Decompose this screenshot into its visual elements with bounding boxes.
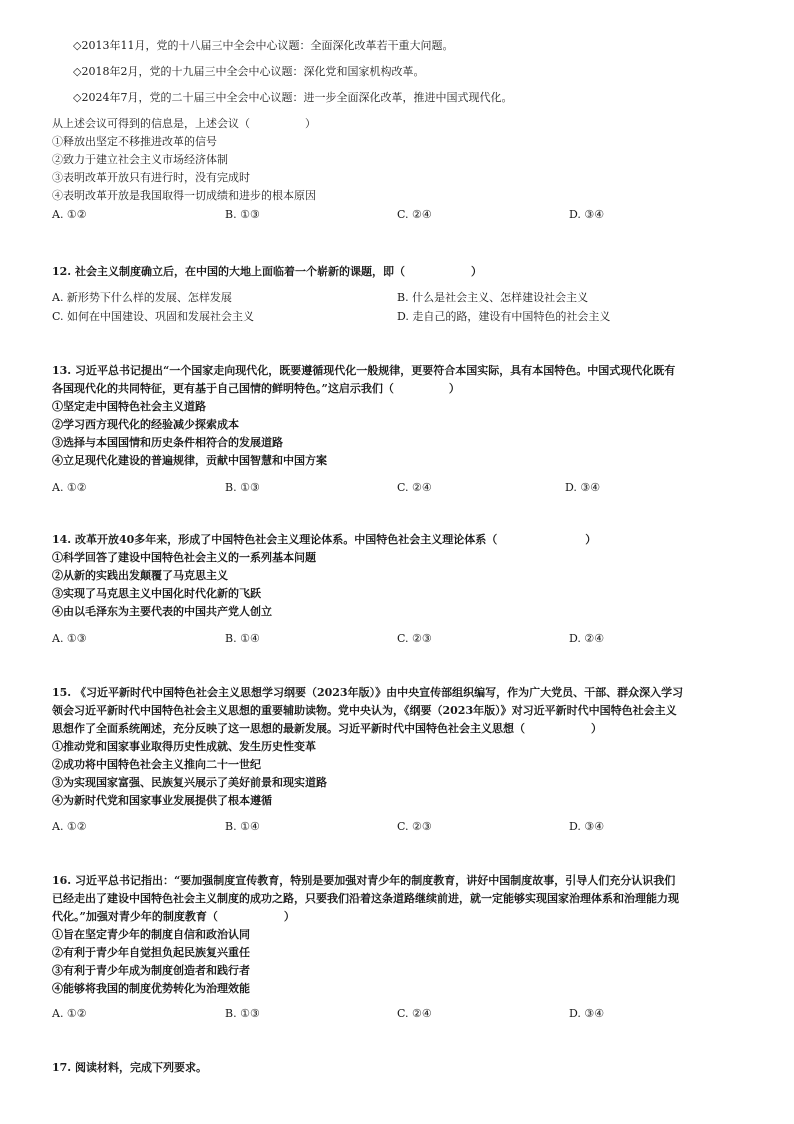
q15-stem-line-3: 思想作了全面系统阐述，充分反映了这一思想的最新发展。习近平新时代中国特色社会主义思想（ ） [52,722,602,735]
q12-option-c: C. 如何在中国建设、巩固和发展社会主义 [52,310,255,323]
q12-option-d: D. 走自己的路，建设有中国特色的社会主义 [397,310,611,323]
q13-statement-4: ④立足现代化建设的普遍规律，贡献中国智慧和中国方案 [52,454,327,467]
intro-bullet-2: ◇2018年2月，党的十九届三中全会中心议题：深化党和国家机构改革。 [73,65,425,78]
q15-statement-2: ②成功将中国特色社会主义推向二十一世纪 [52,758,261,771]
intro-option-c: C. ②④ [397,208,432,221]
q14-statement-4: ④由以毛泽东为主要代表的中国共产党人创立 [52,605,272,618]
q15-option-a: A. ①② [52,820,87,833]
q15-statement-3: ③为实现国家富强、民族复兴展示了美好前景和现实道路 [52,776,327,789]
q14-option-c: C. ②③ [397,632,432,645]
q13-statement-2: ②学习西方现代化的经验减少探索成本 [52,418,239,431]
q16-option-c: C. ②④ [397,1007,432,1020]
q14-option-b: B. ①④ [225,632,260,645]
q15-stem-line-1: 15. 《习近平新时代中国特色社会主义思想学习纲要（2023年版）》由中央宣传部组织编写，作为广大党员、干部、群众深入学习 [52,686,684,699]
q13-option-c: C. ②④ [397,481,432,494]
q16-option-d: D. ③④ [569,1007,605,1020]
q13-option-a: A. ①② [52,481,87,494]
q17-stem: 17. 阅读材料，完成下列要求。 [52,1061,207,1074]
q14-statement-3: ③实现了马克思主义中国化时代化新的飞跃 [52,587,261,600]
q12-option-b: B. 什么是社会主义、怎样建设社会主义 [397,291,589,304]
q16-stem-line-2: 已经走出了建设中国特色社会主义制度的成功之路，只要我们沿着这条道路继续前进，就一定能够实现国家治理体系和治理能力现 [52,892,679,905]
q13-option-d: D. ③④ [565,481,601,494]
q15-option-c: C. ②③ [397,820,432,833]
intro-statement-4: ④表明改革开放是我国取得一切成绩和进步的根本原因 [52,189,316,202]
intro-statement-3: ③表明改革开放只有进行时，没有完成时 [52,171,250,184]
q15-statement-1: ①推动党和国家事业取得历史性成就、发生历史性变革 [52,740,316,753]
q14-statement-2: ②从新的实践出发颠覆了马克思主义 [52,569,228,582]
intro-statement-2: ②致力于建立社会主义市场经济体制 [52,153,228,166]
q16-stem-line-3: 代化。”加强对青少年的制度教育（ ） [52,910,295,923]
q14-option-a: A. ①③ [52,632,87,645]
q14-statement-1: ①科学回答了建设中国特色社会主义的一系列基本问题 [52,551,316,564]
q13-statement-3: ③选择与本国国情和历史条件相符合的发展道路 [52,436,283,449]
q16-statement-1: ①旨在坚定青少年的制度自信和政治认同 [52,928,250,941]
q13-stem-line-1: 13. 习近平总书记提出“一个国家走向现代化，既要遵循现代化一般规律，更要符合本国实际，具有本国特色。中国式现代化既有 [52,364,676,377]
intro-bullet-3: ◇2024年7月，党的二十届三中全会中心议题：进一步全面深化改革，推进中国式现代化。 [73,91,513,104]
q12-option-a: A. 新形势下什么样的发展、怎样发展 [52,291,232,304]
q15-stem-line-2: 领会习近平新时代中国特色社会主义思想的重要辅助读物。党中央认为，《纲要（2023年版）》对习近平新时代中国特色社会主义 [52,704,677,717]
q13-stem-line-2: 各国现代化的共同特征，更有基于自己国情的鲜明特色。”这启示我们（ ） [52,382,460,395]
q16-stem-line-1: 16. 习近平总书记指出：“要加强制度宣传教育，特别是要加强对青少年的制度教育，讲好中国制度故事，引导人们充分认识我们 [52,874,676,887]
q12-stem: 12. 社会主义制度确立后，在中国的大地上面临着一个崭新的课题，即（ ） [52,265,482,278]
q14-stem: 14. 改革开放40多年来，形成了中国特色社会主义理论体系。中国特色社会主义理论体系（ ） [52,533,597,546]
q16-statement-2: ②有利于青少年自觉担负起民族复兴重任 [52,946,250,959]
q13-statement-1: ①坚定走中国特色社会主义道路 [52,400,206,413]
q16-option-b: B. ①③ [225,1007,260,1020]
intro-statement-1: ①释放出坚定不移推进改革的信号 [52,135,217,148]
intro-question-stem: 从上述会议可得到的信息是，上述会议（ ） [52,117,316,130]
intro-option-d: D. ③④ [569,208,605,221]
q16-statement-4: ④能够将我国的制度优势转化为治理效能 [52,982,250,995]
q14-option-d: D. ②④ [569,632,605,645]
intro-option-b: B. ①③ [225,208,260,221]
q16-option-a: A. ①② [52,1007,87,1020]
q15-statement-4: ④为新时代党和国家事业发展提供了根本遵循 [52,794,272,807]
q16-statement-3: ③有利于青少年成为制度创造者和践行者 [52,964,250,977]
intro-bullet-1: ◇2013年11月，党的十八届三中全会中心议题：全面深化改革若干重大问题。 [73,39,454,52]
q15-option-d: D. ③④ [569,820,605,833]
q15-option-b: B. ①④ [225,820,260,833]
q13-option-b: B. ①③ [225,481,260,494]
intro-option-a: A. ①② [52,208,87,221]
